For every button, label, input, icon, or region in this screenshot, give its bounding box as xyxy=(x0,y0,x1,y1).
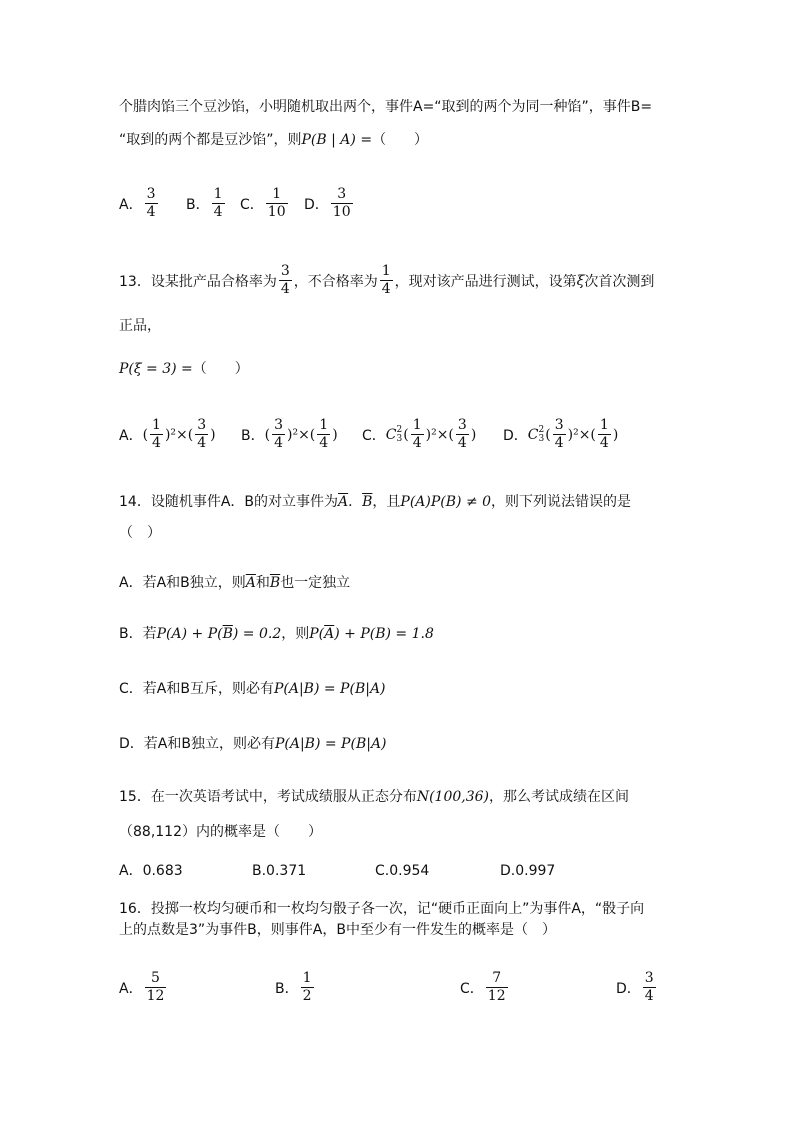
q14-option-a: A．若A和B独立，则$\overline{A}$和$\overline{B}$也一定独立 xyxy=(119,575,351,591)
q14-line2: （ ） xyxy=(119,525,161,541)
q14-line1: 14．设随机事件A．B的对立事件为$\overline{A}$．$\overline{B}$，且P(A)P(B) ≠ 0，则下列说法错误的是 xyxy=(119,494,632,510)
option-label: C． xyxy=(362,427,386,444)
q16-line2: 上的点数是3”为事件B，则事件A，B中至少有一件发生的概率是（ ） xyxy=(119,922,556,938)
q14-option-b: B．若$P(A) + P(\overline{B}) = 0.2$，则$P(\overline{A}) + P(B) = 1.8$ xyxy=(119,626,434,642)
option-label: D． xyxy=(304,196,329,213)
q15-option-a: A．0.683 xyxy=(119,863,183,879)
fraction: $\frac{3}{4}$ xyxy=(644,970,654,1004)
q16-line1: 16．投掷一枚均匀硬币和一枚均匀骰子各一次，记“硬币正面向上”为事件A，“骰子向 xyxy=(119,901,645,917)
q13-text-c: ，现对该产品进行测试，设第 xyxy=(394,273,577,290)
q16-option-a xyxy=(119,970,168,1005)
q12-line2-text: “取到的两个都是豆沙馅”，则 xyxy=(119,132,302,148)
q14-option-c: C．若A和B互斥，则必有P(A|B) = P(B|A) xyxy=(119,681,386,697)
q15-line2: （88,112）内的概率是（ ） xyxy=(119,824,322,840)
q12-option-c xyxy=(240,186,290,221)
q12-option-b xyxy=(186,186,227,221)
fraction: $\frac{3}{4}$ xyxy=(146,186,156,220)
q15-option-d: D.0.997 xyxy=(500,863,556,879)
q13-option-c: C． C 2 3 ( $\frac{1}{4}$ )²×( $\frac{3}{4}$ ) xyxy=(362,417,477,451)
b-complement: $\overline{B}$ xyxy=(362,494,373,510)
fraction: $\frac{1}{4}$ xyxy=(213,186,223,220)
option-label: C． xyxy=(460,980,484,997)
fraction: $\frac{1}{10}$ xyxy=(267,186,286,220)
option-label: B． xyxy=(186,196,210,213)
q15-option-c: C.0.954 xyxy=(375,863,430,879)
q13-text-b: ，不合格率为 xyxy=(293,273,378,290)
option-label: A． xyxy=(119,196,143,213)
q13-math: P(ξ = 3) = xyxy=(119,361,193,377)
q13-option-a: A． ( $\frac{1}{4}$ )²×( $\frac{3}{4}$ ) xyxy=(119,417,216,451)
option-label: D． xyxy=(503,427,528,444)
q13-text-a: 13．设某批产品合格率为 xyxy=(119,273,277,290)
option-label: D． xyxy=(616,980,641,997)
normal-distribution: N(100,36) xyxy=(416,789,489,805)
q12-option-a xyxy=(119,186,160,221)
fraction: $\frac{7}{12}$ xyxy=(487,970,506,1004)
q12-paren: （ ） xyxy=(372,132,429,148)
a-complement: $\overline{A}$ xyxy=(338,494,349,510)
q13-line3 xyxy=(119,359,249,379)
fraction: $\frac{3}{4}$ xyxy=(280,263,290,297)
q16-option-c xyxy=(460,970,510,1005)
q13-paren: （ ） xyxy=(192,361,249,377)
q14-option-d: D．若A和B独立，则必有P(A|B) = P(B|A) xyxy=(119,736,387,752)
q13-text-d: 次首次测到 xyxy=(584,273,655,290)
option-label: A． xyxy=(119,427,143,444)
q13-option-b: B． ( $\frac{3}{4}$ )²×( $\frac{1}{4}$ ) xyxy=(241,417,338,451)
q14-condition: P(A)P(B) ≠ 0 xyxy=(400,494,492,510)
q12-line1: 个腊肉馅三个豆沙馅，小明随机取出两个，事件A=“取到的两个为同一种馅”，事件B= xyxy=(119,99,653,115)
q15-line1: 15．在一次英语考试中，考试成绩服从正态分布N(100,36)，那么考试成绩在区间 xyxy=(119,789,629,805)
fraction: $\frac{3}{10}$ xyxy=(332,186,351,220)
fraction: $\frac{1}{4}$ xyxy=(381,263,391,297)
q13-line2: 正品， xyxy=(119,318,161,334)
q12-line2 xyxy=(119,130,428,150)
q13-line1 xyxy=(119,263,654,298)
q13-option-d: D． C 2 3 ( $\frac{3}{4}$ )²×( $\frac{1}{4}$ ) xyxy=(503,417,619,451)
option-label: C． xyxy=(240,196,264,213)
fraction: $\frac{5}{12}$ xyxy=(146,970,165,1004)
q12-math: P(B | A) = xyxy=(301,132,373,148)
q14-text-a: 14．设随机事件A．B的对立事件为 xyxy=(119,494,338,510)
q16-option-b xyxy=(275,970,316,1005)
fraction: $\frac{1}{2}$ xyxy=(302,970,312,1004)
q15-option-b: B.0.371 xyxy=(252,863,307,879)
q16-option-d xyxy=(616,970,658,1005)
q12-option-d xyxy=(304,186,355,221)
option-label: A． xyxy=(119,980,143,997)
xi-symbol: ξ xyxy=(576,272,585,289)
option-label: B． xyxy=(241,427,265,444)
option-label: B． xyxy=(275,980,299,997)
